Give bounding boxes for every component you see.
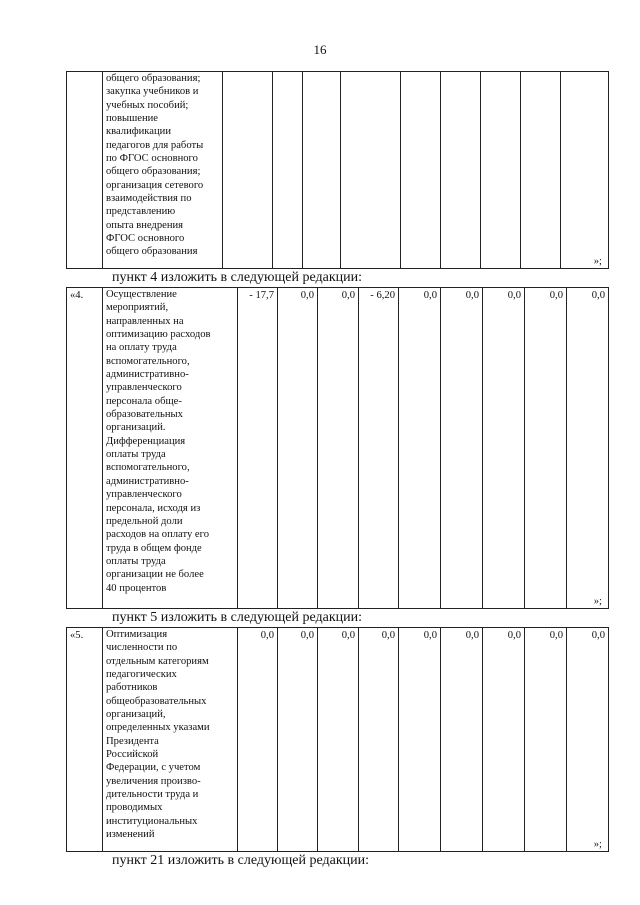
closing-quote: »;	[593, 595, 602, 607]
item-4-desc-line: Дифференциация	[106, 435, 186, 447]
cont-value-cell	[341, 72, 401, 269]
item-5-desc-line: определенных указами	[106, 722, 210, 734]
item-5-desc-line: численности по	[106, 642, 178, 654]
cont-index-cell	[67, 72, 103, 269]
cont-desc-line: педагогов для работы	[106, 139, 204, 151]
cont-desc-line: взаимодействия по	[106, 193, 192, 205]
item-5-desc-line: Российской	[106, 749, 159, 761]
item-5-desc-line: увеличения произво-	[106, 775, 201, 787]
item-5-table	[66, 627, 609, 852]
cont-desc-line: квалификации	[106, 126, 171, 138]
item-4-desc-line: управленческого	[106, 382, 182, 394]
item-4-desc-line: организации не более	[106, 569, 204, 581]
item-5-value: 0,0	[591, 630, 605, 641]
item-4-desc-line: оптимизацию расходов	[106, 329, 211, 341]
item-4-desc-line: Осуществление	[106, 289, 177, 300]
item-4-desc-line: мероприятий,	[106, 302, 169, 314]
cont-value-cell	[223, 72, 273, 269]
continuation-row	[67, 72, 609, 269]
cont-last-cell	[561, 72, 609, 269]
section-4-heading: пункт 4 изложить в следующей редакции:	[112, 270, 362, 285]
closing-quote: »;	[593, 255, 602, 267]
continuation-table	[66, 71, 609, 269]
item-5-desc-line: отдельным категориям	[106, 655, 209, 667]
item-4-desc-line: административно-	[106, 369, 189, 381]
item-4-desc-line: административно-	[106, 475, 189, 487]
item-5-desc-line: проводимых	[106, 802, 163, 814]
item-4-desc-line: оплаты труда	[106, 555, 166, 567]
cont-desc-line: повышение	[106, 113, 158, 125]
closing-quote: »;	[593, 838, 602, 850]
cont-value-cell	[481, 72, 521, 269]
cont-desc-line: представлению	[106, 206, 176, 218]
cont-value-cell	[441, 72, 481, 269]
item-4-description	[103, 288, 238, 609]
item-4-value: - 6,20	[359, 288, 399, 609]
item-4-value: - 17,7	[238, 288, 278, 609]
item-5-desc-line: Оптимизация	[106, 629, 168, 640]
item-4-value: 0,0	[591, 290, 605, 301]
item-5-desc-line: Президента	[106, 735, 159, 747]
item-4-value: 0,0	[483, 288, 525, 609]
cont-desc-line: закупка учебников и	[106, 86, 199, 98]
item-4-row	[67, 288, 609, 609]
item-5-value: 0,0	[441, 628, 483, 852]
item-5-number: «5.	[67, 628, 103, 852]
cont-desc-line: опыта внедрения	[106, 219, 184, 231]
item-4-number: «4.	[67, 288, 103, 609]
item-4-desc-line: вспомогательного,	[106, 462, 190, 474]
item-5-description	[103, 628, 238, 852]
cont-desc-line: организация сетевого	[106, 179, 204, 191]
item-4-desc-line: направленных на	[106, 315, 184, 327]
item-5-desc-line: дительности труда и	[106, 789, 199, 801]
item-4-value: 0,0	[525, 288, 567, 609]
item-5-row	[67, 628, 609, 852]
item-5-value: 0,0	[278, 628, 318, 852]
item-4-desc-line: на оплату труда	[106, 342, 177, 354]
item-5-last-cell	[567, 628, 609, 852]
item-4-value: 0,0	[441, 288, 483, 609]
item-5-value: 0,0	[318, 628, 359, 852]
item-4-desc-line: труда в общем фонде	[106, 542, 202, 554]
item-5-value: 0,0	[525, 628, 567, 852]
cont-desc-line: по ФГОС основного	[106, 153, 198, 165]
item-5-desc-line: педагогических	[106, 669, 177, 681]
item-4-desc-line: управленческого	[106, 489, 182, 501]
cont-description-cell	[103, 72, 223, 269]
item-4-desc-line: расходов на оплату его	[106, 529, 209, 541]
item-4-value: 0,0	[399, 288, 441, 609]
cont-desc-line: общего образования;	[106, 73, 201, 84]
cont-desc-line: общего образования	[106, 246, 198, 258]
cont-value-cell	[303, 72, 341, 269]
cont-value-cell	[273, 72, 303, 269]
cont-value-cell	[521, 72, 561, 269]
item-4-desc-line: 40 процентов	[106, 582, 167, 594]
item-4-desc-line: предельной доли	[106, 515, 183, 527]
item-4-desc-line: вспомогательного,	[106, 355, 190, 367]
cont-desc-line: общего образования;	[106, 166, 201, 178]
item-4-value: 0,0	[278, 288, 318, 609]
cont-desc-line: учебных пособий;	[106, 99, 189, 111]
item-4-desc-line: образовательных	[106, 409, 183, 421]
item-5-value: 0,0	[238, 628, 278, 852]
item-5-desc-line: институциональных	[106, 815, 198, 827]
item-4-desc-line: персонала, исходя из	[106, 502, 201, 514]
item-5-value: 0,0	[399, 628, 441, 852]
section-21-heading: пункт 21 изложить в следующей редакции:	[112, 853, 369, 868]
item-5-value: 0,0	[483, 628, 525, 852]
item-4-table	[66, 287, 609, 609]
cont-desc-line: ФГОС основного	[106, 233, 185, 245]
item-5-value: 0,0	[359, 628, 399, 852]
item-5-desc-line: организаций,	[106, 709, 166, 721]
page-number: 16	[313, 42, 327, 57]
item-5-desc-line: Федерации, с учетом	[106, 762, 201, 774]
item-5-desc-line: работников	[106, 682, 158, 694]
item-4-desc-line: оплаты труда	[106, 449, 166, 461]
cont-value-cell	[401, 72, 441, 269]
section-5-heading: пункт 5 изложить в следующей редакции:	[112, 610, 362, 625]
item-4-desc-line: персонала обще-	[106, 395, 182, 407]
item-5-desc-line: изменений	[106, 829, 155, 841]
item-4-value: 0,0	[318, 288, 359, 609]
item-5-desc-line: общеобразовательных	[106, 695, 207, 707]
item-4-last-cell	[567, 288, 609, 609]
item-4-desc-line: организаций.	[106, 422, 166, 434]
